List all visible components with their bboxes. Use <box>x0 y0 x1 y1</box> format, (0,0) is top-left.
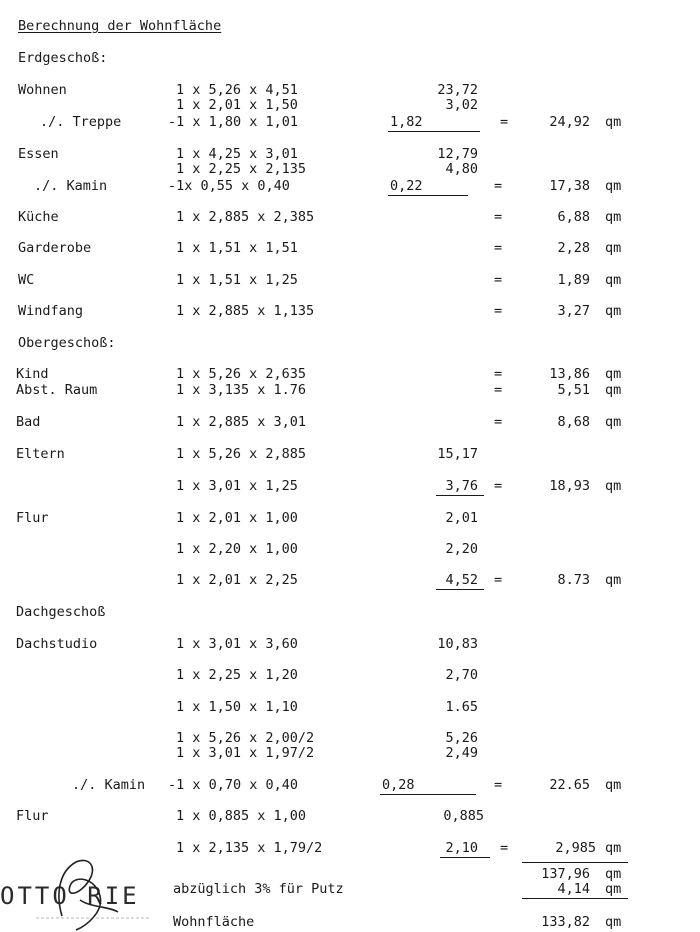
label-flur: Flur <box>16 510 49 526</box>
underline-eltern <box>436 495 484 496</box>
page-title: Berechnung der Wohnfläche <box>18 18 222 34</box>
value-wohnen-2: 3,02 <box>445 97 478 113</box>
value-flur-2: 2,20 <box>445 541 478 557</box>
formula-wohnen-1: 1 x 5,26 x 4,51 <box>176 82 298 98</box>
label-bad: Bad <box>16 414 41 430</box>
underline-flur <box>436 589 484 590</box>
unit-qm: qm <box>605 240 622 256</box>
equals-sign: = <box>494 382 503 398</box>
equals-sign: = <box>494 178 503 194</box>
unit-qm: qm <box>605 914 622 930</box>
formula-treppe: -1 x 1,80 x 1,01 <box>168 114 299 130</box>
label-flur-dach: Flur <box>16 808 49 824</box>
deduction-kamin-dach: 0,28 <box>382 777 415 793</box>
formula-garderobe: 1 x 1,51 x 1,51 <box>176 240 298 256</box>
total-wc: 1,89 <box>557 272 590 288</box>
total-windfang: 3,27 <box>557 303 590 319</box>
section-obergeschoss: Obergeschoß: <box>18 335 116 351</box>
formula-bad: 1 x 2,885 x 3,01 <box>176 414 307 430</box>
formula-flur-1: 1 x 2,01 x 1,00 <box>176 510 298 526</box>
value-eltern-2: 3,76 <box>445 478 478 494</box>
formula-dachstudio-5: 1 x 3,01 x 1,97/2 <box>176 745 315 761</box>
formula-wc: 1 x 1,51 x 1,25 <box>176 272 298 288</box>
label-garderobe: Garderobe <box>18 240 92 256</box>
total-flur-dach: 2,985 <box>555 840 596 856</box>
sum-line <box>522 862 628 863</box>
equals-sign: = <box>500 114 509 130</box>
equals-sign: = <box>494 272 503 288</box>
total-garderobe: 2,28 <box>557 240 590 256</box>
label-putz: abzüglich 3% für Putz <box>173 881 344 897</box>
label-abst-raum: Abst. Raum <box>16 382 98 398</box>
unit-qm: qm <box>605 881 622 897</box>
value-flur-dach-2: 2,10 <box>445 840 478 856</box>
underline-kamin-dach <box>380 794 476 795</box>
formula-eltern-2: 1 x 3,01 x 1,25 <box>176 478 298 494</box>
total-wohnflaeche: 133,82 <box>541 914 590 930</box>
unit-qm: qm <box>605 382 622 398</box>
deduction-kamin: 0,22 <box>390 178 423 194</box>
equals-sign: = <box>494 209 503 225</box>
value-wohnen-1: 23,72 <box>437 82 478 98</box>
equals-sign: = <box>500 840 509 856</box>
total-bad: 8,68 <box>557 414 590 430</box>
equals-sign: = <box>494 366 503 382</box>
label-treppe: ./. Treppe <box>40 114 122 130</box>
total-eltern: 18,93 <box>549 478 590 494</box>
label-wohnflaeche: Wohnfläche <box>173 914 255 930</box>
formula-abst-raum: 1 x 3,135 x 1.76 <box>176 382 307 398</box>
value-dachstudio-4: 5,26 <box>445 730 478 746</box>
formula-flur-3: 1 x 2,01 x 2,25 <box>176 572 298 588</box>
equals-sign: = <box>494 414 503 430</box>
unit-qm: qm <box>605 272 622 288</box>
unit-qm: qm <box>605 777 622 793</box>
value-eltern-1: 15,17 <box>437 446 478 462</box>
label-kamin: ./. Kamin <box>34 178 108 194</box>
formula-essen-1: 1 x 4,25 x 3,01 <box>176 146 298 162</box>
value-flur-dach-1: 0,885 <box>443 808 484 824</box>
formula-dachstudio-3: 1 x 1,50 x 1,10 <box>176 699 298 715</box>
unit-qm: qm <box>605 840 622 856</box>
label-wohnen: Wohnen <box>18 82 67 98</box>
equals-sign: = <box>494 240 503 256</box>
formula-flur-dach-2: 1 x 2,135 x 1,79/2 <box>176 840 323 856</box>
unit-qm: qm <box>605 866 622 882</box>
value-flur-1: 2,01 <box>445 510 478 526</box>
unit-qm: qm <box>605 114 622 130</box>
total-abst-raum: 5,51 <box>557 382 590 398</box>
equals-sign: = <box>494 303 503 319</box>
value-flur-3: 4,52 <box>445 572 478 588</box>
formula-kind: 1 x 5,26 x 2,635 <box>176 366 307 382</box>
unit-qm: qm <box>605 572 622 588</box>
sum-line-2 <box>522 898 628 899</box>
svg-text:OTTO RIE: OTTO RIE <box>0 882 140 910</box>
signature-stamp-icon <box>0 856 160 932</box>
label-kind: Kind <box>16 366 49 382</box>
total-erdgeschoss-wohnen: 24,92 <box>549 114 590 130</box>
value-dachstudio-5: 2,49 <box>445 745 478 761</box>
formula-kamin-dach: -1 x 0,70 x 0,40 <box>168 777 299 793</box>
equals-sign: = <box>494 777 503 793</box>
unit-qm: qm <box>605 303 622 319</box>
underline-kamin <box>388 195 468 196</box>
unit-qm: qm <box>605 478 622 494</box>
value-essen-1: 12,79 <box>437 146 478 162</box>
equals-sign: = <box>494 478 503 494</box>
label-essen: Essen <box>18 146 59 162</box>
total-kueche: 6,88 <box>557 209 590 225</box>
label-kueche: Küche <box>18 209 59 225</box>
section-dachgeschoss: Dachgeschoß <box>16 604 106 620</box>
label-windfang: Windfang <box>18 303 84 319</box>
total-essen: 17,38 <box>549 178 590 194</box>
formula-dachstudio-1: 1 x 3,01 x 3,60 <box>176 636 298 652</box>
value-dachstudio-2: 2,70 <box>445 667 478 683</box>
total-flur: 8.73 <box>557 572 590 588</box>
unit-qm: qm <box>605 414 622 430</box>
formula-dachstudio-4: 1 x 5,26 x 2,00/2 <box>176 730 315 746</box>
total-dachstudio: 22.65 <box>549 777 590 793</box>
value-dachstudio-1: 10,83 <box>437 636 478 652</box>
formula-eltern-1: 1 x 5,26 x 2,885 <box>176 446 307 462</box>
underline-flur-dach <box>440 857 490 858</box>
section-erdgeschoss: Erdgeschoß: <box>18 50 108 66</box>
label-eltern: Eltern <box>16 446 65 462</box>
sum-total: 137,96 <box>541 866 590 882</box>
equals-sign: = <box>494 572 503 588</box>
unit-qm: qm <box>605 209 622 225</box>
value-essen-2: 4,80 <box>445 161 478 177</box>
formula-windfang: 1 x 2,885 x 1,135 <box>176 303 315 319</box>
label-dachstudio: Dachstudio <box>16 636 98 652</box>
formula-wohnen-2: 1 x 2,01 x 1,50 <box>176 97 298 113</box>
unit-qm: qm <box>605 366 622 382</box>
formula-dachstudio-2: 1 x 2,25 x 1,20 <box>176 667 298 683</box>
putz-deduction: 4,14 <box>557 881 590 897</box>
underline-treppe <box>388 131 480 132</box>
deduction-treppe: 1,82 <box>390 114 423 130</box>
formula-essen-2: 1 x 2,25 x 2,135 <box>176 161 307 177</box>
unit-qm: qm <box>605 178 622 194</box>
formula-flur-dach-1: 1 x 0,885 x 1,00 <box>176 808 307 824</box>
label-kamin-dach: ./. Kamin <box>72 777 146 793</box>
value-dachstudio-3: 1.65 <box>445 699 478 715</box>
formula-kueche: 1 x 2,885 x 2,385 <box>176 209 315 225</box>
formula-flur-2: 1 x 2,20 x 1,00 <box>176 541 298 557</box>
formula-kamin: -1x 0,55 x 0,40 <box>168 178 290 194</box>
label-wc: WC <box>18 272 35 288</box>
total-kind: 13,86 <box>549 366 590 382</box>
